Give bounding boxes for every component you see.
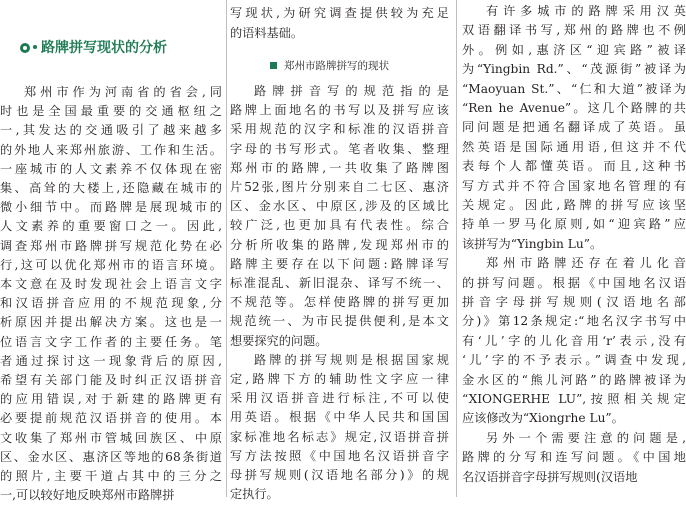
text-line: 人文素养的重要窗口之一。因此,: [0, 219, 222, 234]
text-line: 定,路牌下方的辅助性文字应一律: [230, 372, 449, 386]
text-line: 采用汉语拼音进行标注,不可以使: [230, 391, 449, 406]
section-heading: [20, 36, 167, 60]
column-divider: [456, 0, 457, 497]
text-line: 的外地人来郑州旅游、工作和生活。: [0, 142, 222, 157]
text-line: 同问题是把通名翻译成了英语。虽: [462, 120, 686, 135]
text-line: 路牌的分写和连写问题。《中国地: [462, 450, 686, 465]
text-line: 较广泛,也更加具有代表性。综合: [230, 218, 449, 233]
text-line: 拼音字母拼写规则(汉语地名部: [462, 295, 686, 309]
text-line: 写现状,为研究调查提供较为充足: [230, 6, 449, 20]
text-line: 然英语是国际通用语,但这并不代: [462, 139, 686, 154]
text-line: 母拼写规则(汉语地名部分)》的规: [230, 468, 449, 482]
text-line: 应该修改为“Xiongrhe Lu”。: [462, 411, 624, 426]
text-line: 的应用错误,对于新建的路牌更有: [0, 392, 222, 407]
text-line: 的拼写问题。根据《中国地名汉语: [462, 275, 686, 290]
text-line: 希望有关部门能及时纠正汉语拼音: [0, 373, 222, 387]
text-line: 区、金水区、惠济区等地的68条街道: [0, 449, 222, 464]
text-line: 一,可以较好地反映郑州市路牌拼: [0, 488, 175, 503]
text-line: 有许多城市的路牌采用汉英: [486, 4, 686, 18]
text-line: 区、金水区、中原区,涉及的区域比: [230, 199, 449, 214]
text-line: 的照片,主要干道占其中的三分之: [0, 469, 222, 483]
text-line: 字母的书写形式。笔者收集、整理: [230, 141, 449, 156]
text-line: 者通过探讨这一现象背后的原因,: [0, 353, 222, 368]
text-line: 定执行。: [230, 487, 279, 502]
text-line: 金水区的“熊儿河路”的路牌被译为: [462, 372, 686, 387]
text-line: 想要探究的问题。: [230, 333, 328, 348]
text-line: 本文意在及时发现社会上语言文字: [0, 277, 222, 291]
text-line: 表每个人都懂英语。而且,这种书: [462, 159, 686, 174]
text-line: 必要提前规范汉语拼音的使用。本: [0, 411, 222, 426]
text-line: 郑州市路牌还存在着儿化音: [486, 256, 686, 271]
text-line: 持单一罗马化原则,如“迎宾路”应: [462, 217, 686, 232]
text-line: 的语料基础。: [230, 26, 304, 40]
text-line: 集、高耸的大楼上,还隐藏在城市的: [0, 181, 222, 195]
subsection-title: 郑州市路牌拼写的现状: [284, 60, 389, 72]
text-line: 郑州市的路牌,一共收集了路牌图: [230, 160, 449, 175]
text-line: 规范统一、为市民提供便利,是本文: [230, 314, 449, 329]
text-line: 分析所收集的路牌,发现郑州市的: [230, 237, 449, 252]
text-line: 和汉语拼音应用的不规范现象,分: [0, 296, 222, 311]
text-line: 位语言文字工作者的主要任务。笔: [0, 334, 222, 349]
section-title: 路牌拼写现状的分析: [41, 40, 167, 56]
text-line: 微小细节中。而路牌是展现城市的: [0, 200, 222, 215]
text-line: 采用规范的汉字和标准的汉语拼音: [230, 122, 449, 137]
text-line: 关规定。因此,路牌的拼写应该坚: [462, 198, 686, 212]
text-line: 双语翻译书写,郑州的路牌也不例: [462, 23, 686, 38]
bullet-dot-icon: [33, 45, 37, 49]
text-line: 调查郑州市路牌拼写规范化势在必: [0, 238, 222, 253]
text-line: 行,这可以优化郑州市的语言环境。: [0, 257, 222, 272]
text-line: 为“Yingbin Rd.”、“茂源街”被译为: [462, 62, 686, 77]
text-line: 片52张,图片分别来自二七区、惠济: [230, 180, 449, 194]
text-line: 该拼写为“Yingbin Lu”。: [462, 236, 603, 251]
text-line: 路牌上面地名的书写以及拼写应该: [230, 103, 449, 118]
text-line: 标准混乱、新旧混杂、译写不统一、: [230, 276, 449, 290]
text-line: 名汉语拼音字母拼写规则(汉语地: [462, 469, 638, 484]
text-line: 不规范等。怎样使路牌的拼写更加: [230, 295, 449, 310]
text-line: 路牌的拼写规则是根据国家规: [254, 352, 449, 367]
square-bullet-icon: [270, 62, 277, 69]
text-line: 家标准地名标志》规定,汉语拼音拼: [230, 429, 449, 444]
text-line: ‘儿’字的不予表示。”调查中发现,: [462, 353, 686, 368]
text-line: 郑州市作为河南省的省会,同: [24, 85, 222, 99]
text-line: 分)》第12条规定:“地名汉字书写中: [462, 314, 686, 329]
text-line: “Maoyuan St.”、“仁和大道”被译为: [462, 81, 686, 96]
text-line: 路牌主要存在以下问题:路牌译写: [230, 256, 449, 271]
text-line: 路牌拼音写的规范指的是: [254, 84, 449, 98]
text-line: 文收集了郑州市管城回族区、中原: [0, 430, 222, 445]
text-line: 写方法按照《中国地名汉语拼音字: [230, 448, 449, 463]
text-line: 写方式并不符合国家地名管理的有: [462, 178, 686, 193]
text-line: 时也是全国最重要的交通枢纽之: [0, 104, 222, 119]
bullet-circle-icon: [20, 43, 30, 53]
text-line: “Ren he Avenue”。这几个路牌的共: [462, 101, 686, 115]
text-line: 外。例如,惠济区“迎宾路”被译: [462, 42, 686, 57]
text-line: 一,其发达的交通吸引了越来越多: [0, 123, 222, 138]
text-line: 有‘儿’字的儿化音用‘r’表示,没有: [462, 333, 686, 348]
text-line: 用英语。根据《中华人民共和国国: [230, 410, 449, 425]
column-divider: [226, 0, 227, 497]
text-line: “XIONGERHE LU”,按照相关规定: [462, 392, 686, 406]
text-line: 另外一个需要注意的问题是,: [486, 430, 686, 445]
subsection-heading: [270, 57, 389, 75]
text-line: 析原因并提出解决方案。这也是一: [0, 315, 222, 330]
text-line: 一座城市的人文素养不仅体现在密: [0, 161, 222, 176]
